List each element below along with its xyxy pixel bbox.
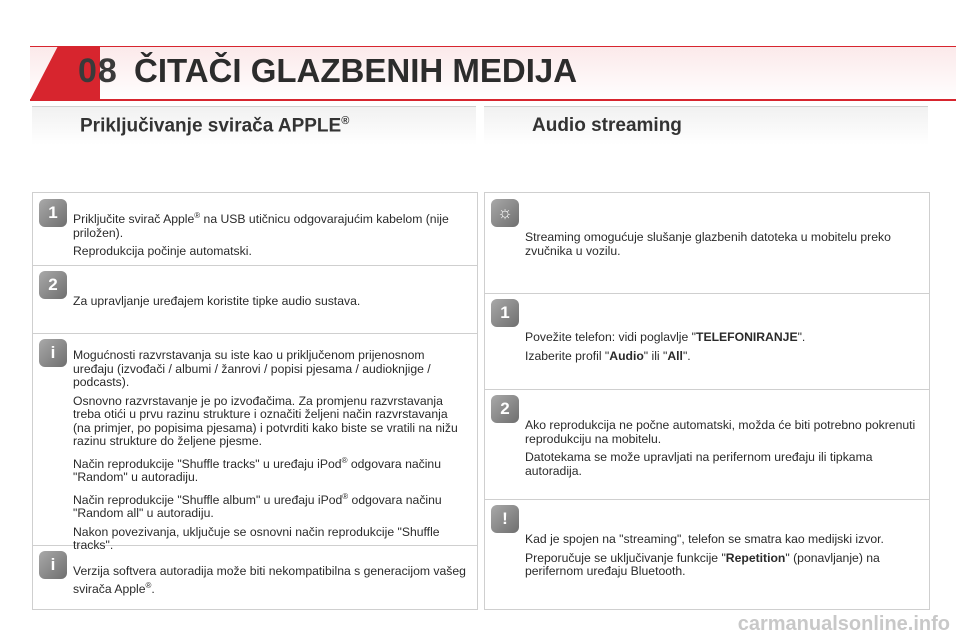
left-section-heading	[32, 106, 476, 145]
right-panel	[484, 192, 930, 610]
text: Reprodukcija počinje automatski.	[73, 244, 252, 259]
text: Repetition	[725, 550, 786, 565]
left-row-2	[33, 265, 477, 334]
text: Kad je spojen na "streaming", telefon se smatra kao medijski izvor.	[525, 532, 884, 546]
text: Audio	[609, 348, 644, 363]
right-section-heading	[484, 106, 928, 145]
text: Datotekama se može upravljati na perifernom uređaju ili tipkama autoradija.	[525, 450, 873, 478]
header-rule	[30, 99, 956, 101]
text: Osnovno razvrstavanje je po izvođačima. Za promjenu razvrstavanja treba otići u prvu razinu strukture i označiti željeni način razvrstavanja (na primjer, po popisima pjesama) i potvrditi kako biste se vratili na nižu razinu strukture do željene pjesme.	[73, 393, 458, 448]
step-2-badge: 2	[39, 271, 67, 299]
text: ".	[797, 330, 806, 344]
left-row-4	[33, 545, 477, 609]
right-heading-text: Audio streaming	[532, 115, 682, 136]
right-row-4-text	[525, 533, 919, 584]
chapter-number: 08	[78, 52, 118, 90]
step-1-badge: 1	[39, 199, 67, 227]
text: Način reprodukcije "Shuffle tracks" u uređaju iPod	[73, 456, 342, 471]
text: " ili "	[643, 348, 668, 363]
step-1-badge: 1	[491, 299, 519, 327]
info-icon: i	[39, 339, 67, 367]
text: TELEFONIRANJE	[696, 330, 798, 344]
left-row-2-text	[73, 295, 467, 314]
sup: ®	[194, 211, 201, 220]
text: na USB utičnicu odgovarajućim kabelom (nije priložen).	[73, 212, 449, 240]
text: " (ponavljanje) na perifernom uređaju Bluetooth.	[525, 550, 880, 578]
right-row-4	[485, 499, 929, 609]
text: Verzija softvera autoradija može biti nekompatibilna s generacijom vašeg svirača Apple	[73, 564, 466, 596]
right-row-3-text	[525, 419, 919, 483]
text: Priključite svirač Apple	[73, 212, 195, 227]
right-row-2	[485, 293, 929, 390]
footer-watermark: carmanualsonline.info	[737, 613, 950, 635]
right-row-2-text	[525, 331, 919, 368]
sup: ®	[145, 580, 152, 590]
sup: ®	[342, 491, 349, 501]
right-row-1	[485, 193, 929, 294]
text: .	[151, 581, 155, 596]
left-row-1-text	[73, 209, 467, 264]
left-row-3	[33, 333, 477, 553]
left-heading-sup: ®	[341, 115, 350, 127]
left-row-3-text	[73, 349, 467, 558]
info-icon: i	[39, 551, 67, 579]
step-2-badge: 2	[491, 395, 519, 423]
left-row-4-text	[73, 565, 467, 601]
text: Ako reprodukcija ne počne automatski, možda će biti potrebno pokrenuti reprodukciju na mobitelu.	[525, 418, 916, 446]
text: Nakon povezivanja, uključuje se osnovni način reprodukcije "Shuffle tracks".	[73, 524, 440, 553]
left-heading-text: Priključivanje svirača APPLE	[80, 115, 342, 137]
text: Način reprodukcije "Shuffle album" u uređaju iPod	[73, 492, 343, 507]
text: All	[667, 348, 683, 363]
tip-icon: ☼	[491, 199, 519, 227]
text: Povežite telefon: vidi poglavlje "	[525, 330, 696, 344]
left-row-1	[33, 193, 477, 266]
sup: ®	[341, 455, 348, 465]
right-row-3	[485, 389, 929, 500]
text: Za upravljanje uređajem koristite tipke audio sustava.	[73, 294, 361, 308]
right-row-1-text	[525, 231, 919, 263]
text: Izaberite profil "	[525, 348, 610, 363]
text: Mogućnosti razvrstavanja su iste kao u priključenom prijenosnom uređaju (izvođači / albumi / žanrovi / popisi pjesama / audioknjige / podcasts).	[73, 348, 431, 389]
text: Preporučuje se uključivanje funkcije "	[525, 550, 726, 565]
warning-icon: !	[491, 505, 519, 533]
page-title: ČITAČI GLAZBENIH MEDIJA	[134, 52, 578, 89]
text: ".	[682, 348, 691, 363]
text: odgovara načinu "Random all" u autoradiju.	[73, 492, 442, 521]
left-panel	[32, 192, 478, 610]
text: odgovara načinu "Random" u autoradiju.	[73, 456, 441, 485]
text: Streaming omogućuje slušanje glazbenih datoteka u mobitelu preko zvučnika u vozilu.	[525, 230, 891, 258]
